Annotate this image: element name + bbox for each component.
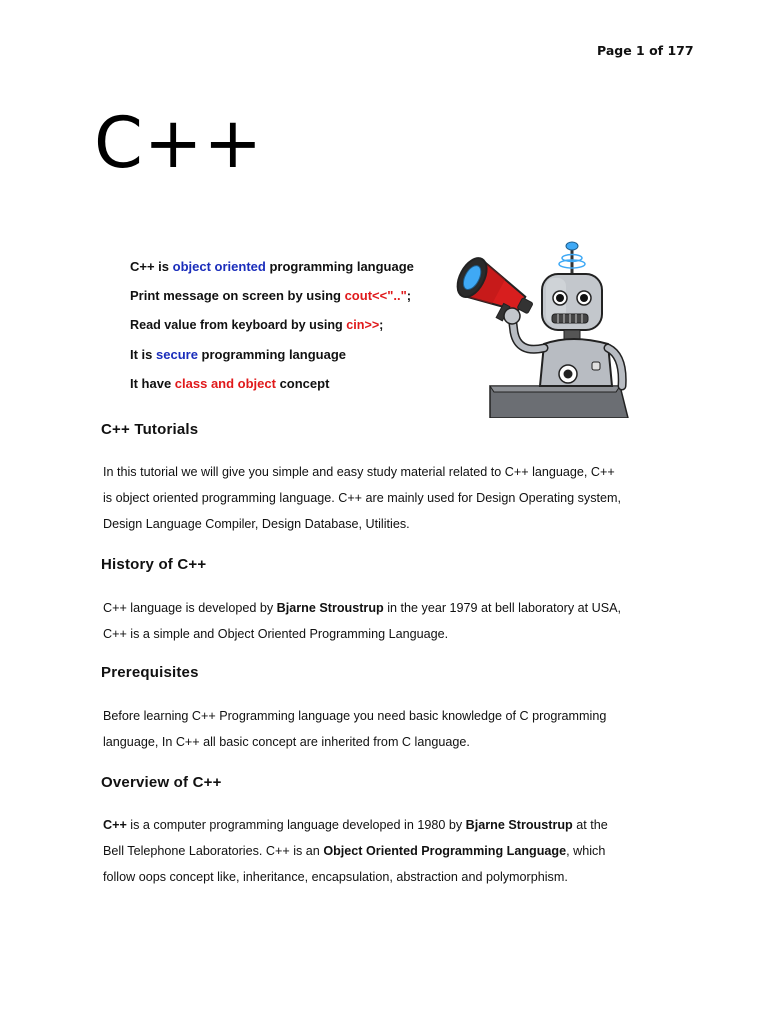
intro-text: It have bbox=[130, 376, 175, 391]
paragraph-line bbox=[103, 812, 673, 838]
body-text: is a computer programming language developed in 1980 by bbox=[126, 818, 466, 832]
section-paragraph bbox=[103, 703, 673, 755]
intro-line bbox=[130, 288, 411, 303]
body-text: at the bbox=[572, 818, 608, 832]
intro-highlight: secure bbox=[156, 347, 198, 362]
paragraph-line bbox=[103, 729, 673, 755]
page-number: Page 1 of 177 bbox=[597, 43, 694, 58]
document-title: C++ bbox=[94, 102, 264, 184]
bold-text: Bjarne Stroustrup bbox=[465, 818, 573, 832]
paragraph-line bbox=[103, 864, 673, 890]
intro-text: Read value from keyboard by using bbox=[130, 318, 347, 332]
robot-megaphone-icon bbox=[448, 236, 634, 418]
section-heading: History of C++ bbox=[101, 556, 207, 573]
intro-text: ; bbox=[379, 318, 384, 332]
body-text: follow oops concept like, inheritance, encapsulation, abstraction and polymorphism. bbox=[103, 870, 568, 884]
intro-text: ; bbox=[406, 288, 412, 303]
bold-text: Bjarne Stroustrup bbox=[276, 601, 384, 615]
body-text: C++ language is developed by bbox=[103, 601, 277, 615]
intro-text: programming language bbox=[265, 259, 414, 274]
body-text: in the year 1979 at bell laboratory at USA, bbox=[383, 601, 622, 615]
intro-text: programming language bbox=[197, 347, 347, 362]
intro-line bbox=[130, 318, 383, 332]
bold-text: Object Oriented Programming Language bbox=[323, 844, 567, 858]
body-text: Before learning C++ Programming language you need basic knowledge of C programming bbox=[103, 709, 607, 723]
intro-highlight: object oriented bbox=[172, 259, 266, 274]
intro-text: It is bbox=[130, 347, 157, 362]
bold-text: C++ bbox=[103, 818, 127, 832]
section-heading: Prerequisites bbox=[101, 664, 199, 681]
intro-text: Print message on screen by using bbox=[130, 288, 345, 303]
paragraph-line bbox=[103, 595, 673, 621]
intro-line bbox=[130, 347, 346, 362]
paragraph-line bbox=[103, 485, 673, 511]
body-text: In this tutorial we will give you simple and easy study material related to C++ language, C++ bbox=[103, 465, 615, 479]
paragraph-line bbox=[103, 459, 673, 485]
body-text: is object oriented programming language. C++ are mainly used for Design Operating system, bbox=[103, 491, 622, 505]
section-paragraph bbox=[103, 595, 673, 647]
paragraph-line bbox=[103, 703, 673, 729]
body-text: language, In C++ all basic concept are inherited from C language. bbox=[103, 735, 470, 749]
intro-highlight: cout<<".." bbox=[344, 288, 407, 303]
paragraph-line bbox=[103, 838, 673, 864]
intro-text: concept bbox=[275, 376, 330, 391]
section-paragraph bbox=[103, 812, 673, 890]
intro-line bbox=[130, 376, 329, 391]
body-text: , which bbox=[566, 844, 606, 858]
intro-highlight: class and object bbox=[174, 376, 276, 391]
body-text: C++ is a simple and Object Oriented Programming Language. bbox=[103, 627, 449, 641]
paragraph-line bbox=[103, 621, 673, 647]
intro-highlight: cin>> bbox=[346, 318, 380, 332]
paragraph-line bbox=[103, 511, 673, 537]
section-paragraph bbox=[103, 459, 673, 537]
body-text: Bell Telephone Laboratories. C++ is an bbox=[103, 844, 324, 858]
intro-line bbox=[130, 259, 414, 274]
intro-text: C++ is bbox=[130, 259, 173, 274]
section-heading: C++ Tutorials bbox=[101, 421, 199, 438]
body-text: Design Language Compiler, Design Database, Utilities. bbox=[103, 517, 410, 531]
section-heading: Overview of C++ bbox=[101, 774, 222, 791]
